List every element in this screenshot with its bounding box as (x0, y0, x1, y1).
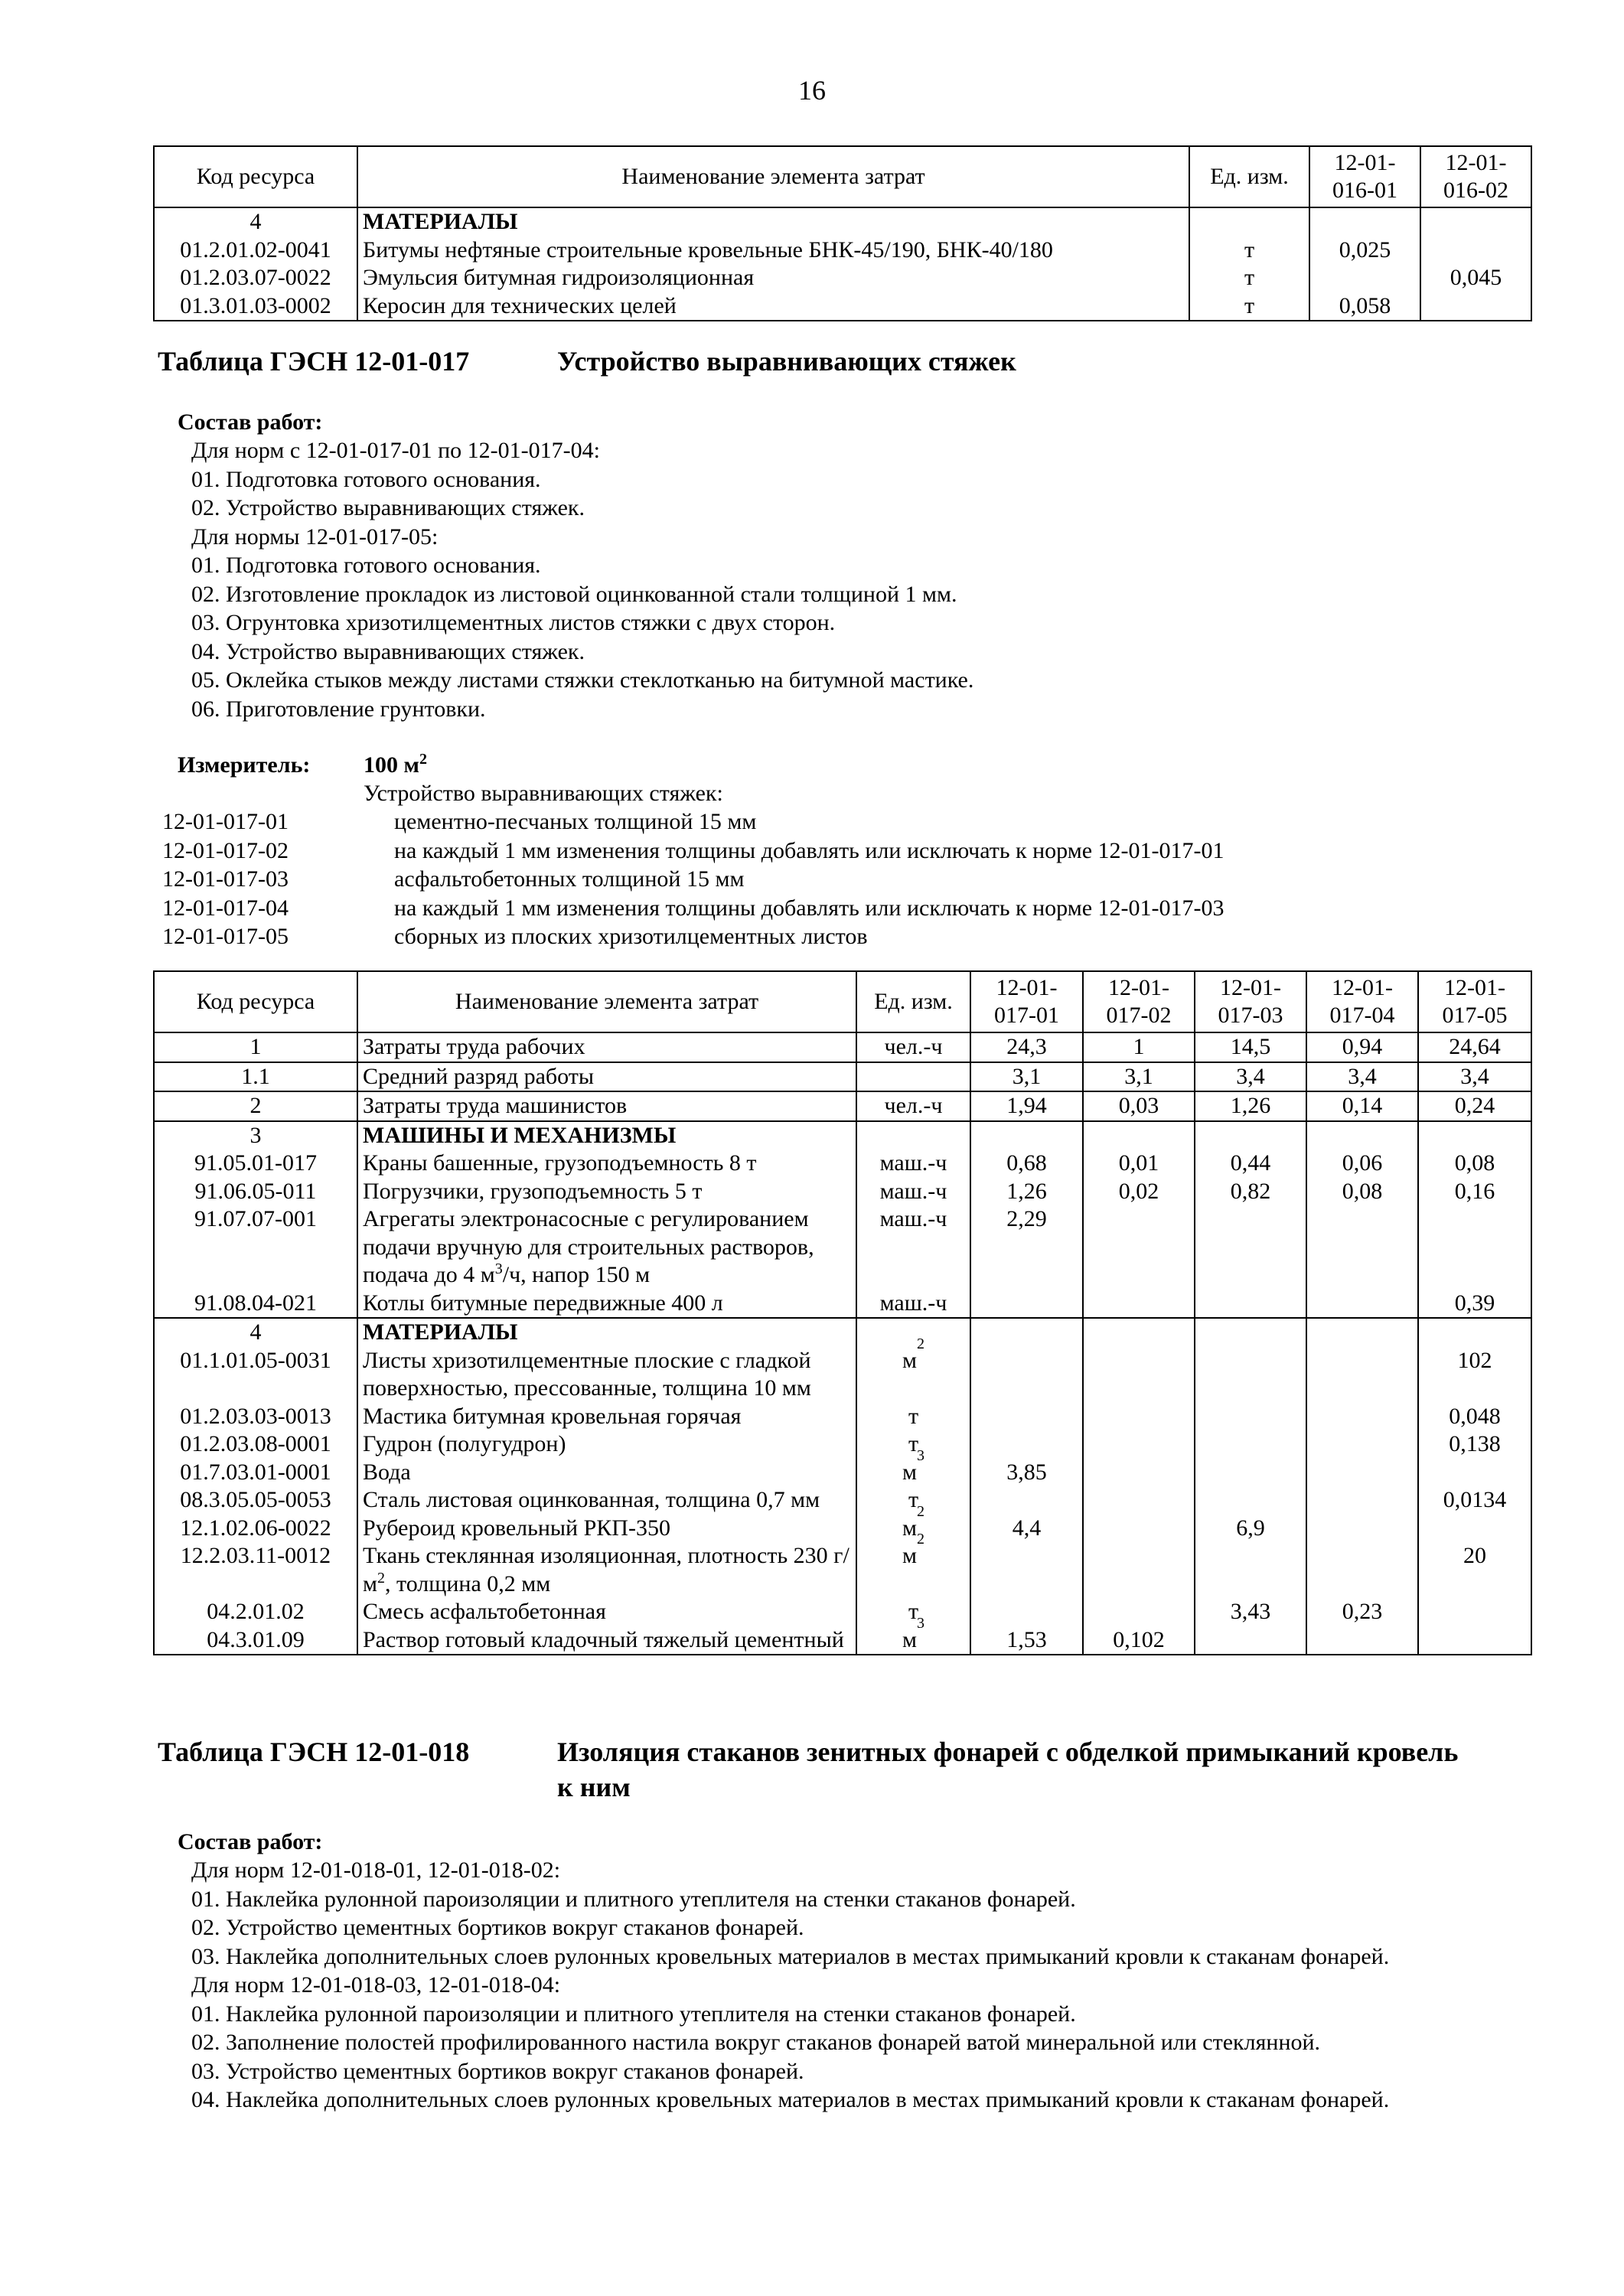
header-resource-code: Код ресурса (154, 146, 357, 207)
cost-element-name-cell: Керосин для технических целей (357, 292, 1189, 321)
unit-text: м (902, 1543, 917, 1568)
norm-description: на каждый 1 мм изменения толщины добавлять или исключать к норме 12-01-017-03 (394, 895, 1225, 921)
unit-exponent: 2 (916, 1531, 925, 1548)
unit-text: маш.-ч (879, 1290, 947, 1316)
table-row (154, 1091, 1531, 1121)
norm-value-cell: 3,1 (1083, 1062, 1195, 1092)
unit-text: т (1244, 292, 1255, 318)
composition-line: 04. Наклейка дополнительных слоев рулонных кровельных материалов в местах примыканий кровли к стаканам фонарей. (191, 2087, 1390, 2112)
norm-value-cell (1418, 1626, 1531, 1655)
resource-code-cell: 91.08.04-021 (154, 1290, 357, 1319)
norm-value-cell (970, 1347, 1083, 1403)
unit-cell (856, 1318, 970, 1347)
norm-value-cell: 0,08 (1306, 1178, 1418, 1206)
norm-value-cell: 0,94 (1306, 1032, 1418, 1062)
norm-value-cell: 0,06 (1306, 1150, 1418, 1178)
norm-value-cell (1306, 1626, 1418, 1655)
unit-cell (856, 1205, 970, 1290)
norm-value-cell (1195, 1486, 1306, 1515)
norm-value-cell: 24,3 (970, 1032, 1083, 1062)
norm-value-cell (970, 1598, 1083, 1626)
norm-value-cell: 0,82 (1195, 1178, 1306, 1206)
cost-element-name-cell: МАТЕРИАЛЫ (357, 207, 1189, 236)
cost-element-name-cell: Средний разряд работы (357, 1062, 856, 1092)
measure-value-exponent: 2 (419, 751, 427, 768)
composition-line: 02. Устройство выравнивающих стяжек. (191, 495, 585, 520)
composition-line: Для норм 12-01-018-01, 12-01-018-02: (191, 1857, 561, 1883)
table-row (154, 1062, 1531, 1092)
resource-code-cell: 2 (154, 1091, 357, 1121)
norm-value-cell (1083, 1205, 1195, 1290)
composition-line: 06. Приготовление грунтовки. (191, 696, 486, 722)
norm-value-cell (1083, 1318, 1195, 1347)
composition-label-017: Состав работ: (178, 409, 323, 435)
unit-text: м (902, 1626, 917, 1652)
table-row (154, 207, 1531, 236)
name-text: Ткань стеклянная изоляционная, плотность 230 г/м (363, 1543, 850, 1596)
cost-element-name-cell: Сталь листовая оцинкованная, толщина 0,7 мм (357, 1486, 856, 1515)
norm-value-cell (1418, 1121, 1531, 1150)
resource-code-cell: 01.1.01.05-0031 (154, 1347, 357, 1403)
resource-code-cell: 4 (154, 1318, 357, 1347)
header-cost-element-name: Наименование элемента затрат (357, 971, 856, 1032)
norm-value-cell (1195, 1626, 1306, 1655)
table-row (154, 292, 1531, 321)
norm-value-cell: 24,64 (1418, 1032, 1531, 1062)
norm-value-cell (1306, 1347, 1418, 1403)
table-row (154, 1403, 1531, 1431)
unit-cell (856, 1446, 970, 1487)
norm-value-cell (1083, 1121, 1195, 1150)
resource-code-cell: 01.2.03.07-0022 (154, 264, 357, 292)
cost-element-name-cell (357, 1205, 856, 1290)
norm-value-cell (1306, 1542, 1418, 1598)
norm-value-cell (1418, 1459, 1531, 1487)
norm-value-cell (1083, 1542, 1195, 1598)
table-row (154, 1542, 1531, 1598)
unit-cell (856, 1598, 970, 1626)
resource-code-cell: 3 (154, 1121, 357, 1150)
unit-cell (856, 1486, 970, 1515)
cost-element-name-cell: Затраты труда рабочих (357, 1032, 856, 1062)
table-row (154, 1121, 1531, 1150)
norm-value-cell (1309, 207, 1420, 236)
norm-value-cell: 0,048 (1418, 1403, 1531, 1431)
header-unit: Ед. изм. (1189, 146, 1309, 207)
norm-value-cell: 0,025 (1309, 236, 1420, 265)
table-row (154, 1032, 1531, 1062)
norm-value-cell: 4,4 (970, 1515, 1083, 1543)
composition-list-018 (191, 1856, 1389, 2115)
norm-value-cell: 0,44 (1195, 1150, 1306, 1178)
norm-value-cell (1195, 1318, 1306, 1347)
norm-value-cell: 14,5 (1195, 1032, 1306, 1062)
norm-value-cell (1083, 1459, 1195, 1487)
unit-cell (856, 1502, 970, 1543)
norm-value-cell (1083, 1290, 1195, 1319)
composition-line: 01. Подготовка готового основания. (191, 553, 541, 578)
table-row (154, 264, 1531, 292)
table-row (154, 236, 1531, 265)
norm-value-cell (1420, 292, 1531, 321)
unit-text: м (902, 1347, 917, 1373)
unit-text: т (1244, 236, 1255, 263)
unit-text: т (908, 1403, 919, 1429)
cost-element-name-cell: Мастика битумная кровельная горячая (357, 1403, 856, 1431)
table-row (154, 1150, 1531, 1178)
norm-value-cell: 102 (1418, 1347, 1531, 1403)
unit-text: т (908, 1487, 919, 1512)
unit-cell (1189, 236, 1309, 265)
cost-element-name-cell: Котлы битумные передвижные 400 л (357, 1290, 856, 1319)
table-row (154, 1626, 1531, 1655)
norm-value-cell: 0,045 (1420, 264, 1531, 292)
unit-cell (856, 1150, 970, 1178)
norm-value-cell (970, 1290, 1083, 1319)
norm-value-cell: 0,16 (1418, 1178, 1531, 1206)
header-norm-017-05: 12-01-017-05 (1418, 971, 1531, 1032)
unit-cell (856, 1614, 970, 1655)
cost-element-name-cell: Эмульсия битумная гидроизоляционная (357, 264, 1189, 292)
composition-line: Для норм с 12-01-017-01 по 12-01-017-04: (191, 438, 600, 463)
norm-value-cell: 1,53 (970, 1626, 1083, 1655)
norm-value-cell (970, 1486, 1083, 1515)
norm-value-cell: 0,058 (1309, 292, 1420, 321)
table-row (154, 1459, 1531, 1487)
norm-description: асфальтобетонных толщиной 15 мм (394, 866, 745, 892)
header-norm-016-02: 12-01-016-02 (1420, 146, 1531, 207)
cost-element-name-cell: Краны башенные, грузоподъемность 8 т (357, 1150, 856, 1178)
norm-value-cell (1306, 1205, 1418, 1290)
section-title-017: Устройство выравнивающих стяжек (557, 346, 1016, 377)
cost-element-name-cell: Смесь асфальтобетонная (357, 1598, 856, 1626)
norm-description: цементно-песчаных толщиной 15 мм (394, 809, 757, 834)
cost-element-name-cell: Погрузчики, грузоподъемность 5 т (357, 1178, 856, 1206)
name-exponent: 2 (377, 1569, 385, 1587)
resource-code-cell: 01.2.03.03-0013 (154, 1403, 357, 1431)
norm-value-cell (1195, 1121, 1306, 1150)
cost-element-name-cell: Гудрон (полугудрон) (357, 1430, 856, 1459)
norm-value-cell (1083, 1515, 1195, 1543)
composition-line: 03. Наклейка дополнительных слоев рулонных кровельных материалов в местах примыканий кровли к стаканам фонарей. (191, 1943, 1390, 1969)
resource-code-cell: 1 (154, 1032, 357, 1062)
composition-line: 03. Огрунтовка хризотилцементных листов стяжки с двух сторон. (191, 610, 836, 635)
norm-value-cell: 3,4 (1418, 1062, 1531, 1092)
norm-value-cell: 1 (1083, 1032, 1195, 1062)
norm-value-cell: 2,29 (970, 1205, 1083, 1290)
norm-value-cell: 1,94 (970, 1091, 1083, 1121)
table-row (154, 1598, 1531, 1626)
norm-value-cell (1083, 1430, 1195, 1459)
unit-text: т (908, 1599, 919, 1624)
resource-code-cell: 91.07.07-001 (154, 1205, 357, 1290)
norm-value-cell (1195, 1347, 1306, 1403)
norm-code: 12-01-017-04 (162, 895, 289, 921)
norm-value-cell (1306, 1403, 1418, 1431)
measure-value (364, 751, 427, 780)
name-text: Агрегаты электронасосные с регулированием подачи вручную для строительных растворов, подача до 4 м (363, 1206, 814, 1287)
unit-cell (856, 1531, 970, 1598)
norm-value-cell: 0,138 (1418, 1430, 1531, 1459)
unit-text: м (902, 1515, 917, 1541)
norm-value-cell (1309, 264, 1420, 292)
unit-cell (856, 1290, 970, 1319)
composition-line: 02. Заполнение полостей профилированного настила вокруг стаканов фонарей ватой минеральной или стеклянной. (191, 2030, 1321, 2055)
composition-line: 01. Наклейка рулонной пароизоляции и плитного утеплителя на стенки стаканов фонарей. (191, 1886, 1076, 1912)
norm-code: 12-01-017-01 (162, 809, 289, 834)
unit-exponent: 3 (916, 1614, 925, 1632)
composition-line: Для нормы 12-01-017-05: (191, 523, 439, 550)
unit-text: м (902, 1459, 917, 1485)
composition-line: 01. Подготовка готового основания. (191, 466, 541, 492)
table-label-018: Таблица ГЭСН 12-01-018 (158, 1737, 470, 1767)
table-row (154, 1290, 1531, 1319)
resource-code-cell: 04.2.01.02 (154, 1598, 357, 1626)
composition-label-018: Состав работ: (178, 1829, 323, 1854)
unit-cell (1189, 292, 1309, 321)
norm-value-cell: 3,85 (970, 1459, 1083, 1487)
unit-cell (1189, 207, 1309, 236)
norm-value-cell (1418, 1318, 1531, 1347)
header-norm-017-04: 12-01-017-04 (1306, 971, 1418, 1032)
table-row (154, 1430, 1531, 1459)
norm-value-cell: 1,26 (1195, 1091, 1306, 1121)
norm-value-cell (1083, 1347, 1195, 1403)
norm-value-cell: 3,4 (1195, 1062, 1306, 1092)
norm-value-cell: 3,4 (1306, 1062, 1418, 1092)
unit-cell (856, 1403, 970, 1431)
norm-description: сборных из плоских хризотилцементных листов (394, 924, 868, 949)
norm-value-cell (1306, 1459, 1418, 1487)
composition-line: Для норм 12-01-018-03, 12-01-018-04: (191, 1972, 561, 1998)
table-row (154, 1205, 1531, 1290)
norm-value-cell (1195, 1459, 1306, 1487)
measure-value-text: 100 м (364, 752, 419, 778)
composition-line: 03. Устройство цементных бортиков вокруг стаканов фонарей. (191, 2058, 804, 2084)
unit-cell (856, 1091, 970, 1121)
unit-cell (856, 1062, 970, 1092)
table-label-017: Таблица ГЭСН 12-01-017 (158, 346, 470, 377)
norm-value-cell: 20 (1418, 1542, 1531, 1598)
norms-intro: Устройство выравнивающих стяжек: (364, 781, 723, 806)
resource-table-016 (153, 145, 1532, 321)
unit-text: маш.-ч (879, 1206, 947, 1231)
section-title-018: Изоляция стаканов зенитных фонарей с обделкой примыканий кровель к ним (557, 1737, 1459, 1802)
norm-value-cell (1306, 1121, 1418, 1150)
unit-text: маш.-ч (879, 1150, 947, 1176)
norm-description: на каждый 1 мм изменения толщины добавлять или исключать к норме 12-01-017-01 (394, 837, 1225, 863)
norm-value-cell: 0,23 (1306, 1598, 1418, 1626)
norm-value-cell (970, 1542, 1083, 1598)
norm-value-cell: 0,02 (1083, 1178, 1195, 1206)
cost-element-name-cell: Раствор готовый кладочный тяжелый цементный (357, 1626, 856, 1655)
norm-value-cell: 0,0134 (1418, 1486, 1531, 1515)
unit-cell (856, 1430, 970, 1459)
unit-cell (856, 1032, 970, 1062)
norm-value-cell: 0,14 (1306, 1091, 1418, 1121)
norm-value-cell (1420, 207, 1531, 236)
header-unit: Ед. изм. (856, 971, 970, 1032)
name-text-tail: /ч, напор 150 м (502, 1262, 651, 1287)
composition-line: 05. Оклейка стыков между листами стяжки стеклотканью на битумной мастике. (191, 667, 974, 693)
norm-value-cell (970, 1430, 1083, 1459)
norm-value-cell (1195, 1290, 1306, 1319)
norm-value-cell: 0,08 (1418, 1150, 1531, 1178)
norm-value-cell (1083, 1598, 1195, 1626)
resource-code-cell: 12.2.03.11-0012 (154, 1542, 357, 1598)
norm-value-cell: 3,1 (970, 1062, 1083, 1092)
resource-code-cell: 08.3.05.05-0053 (154, 1486, 357, 1515)
norm-value-cell (1306, 1290, 1418, 1319)
norm-value-cell (1418, 1515, 1531, 1543)
unit-exponent: 3 (916, 1446, 925, 1464)
composition-line: 04. Устройство выравнивающих стяжек. (191, 638, 585, 664)
unit-cell (856, 1335, 970, 1403)
cost-element-name-cell: Затраты труда машинистов (357, 1091, 856, 1121)
resource-code-cell: 12.1.02.06-0022 (154, 1515, 357, 1543)
name-text-tail: , толщина 0,2 мм (384, 1570, 551, 1596)
header-norm-017-03: 12-01-017-03 (1195, 971, 1306, 1032)
norm-value-cell (1306, 1486, 1418, 1515)
norm-value-cell (1195, 1205, 1306, 1290)
resource-code-cell: 4 (154, 207, 357, 236)
norm-code: 12-01-017-05 (162, 924, 289, 949)
resource-code-cell: 91.05.01-017 (154, 1150, 357, 1178)
name-exponent: 3 (494, 1261, 503, 1277)
composition-list-017 (191, 436, 973, 723)
norm-value-cell: 0,03 (1083, 1091, 1195, 1121)
resource-code-cell: 01.2.01.02-0041 (154, 236, 357, 265)
norm-code: 12-01-017-03 (162, 866, 289, 892)
norm-value-cell: 0,24 (1418, 1091, 1531, 1121)
norm-value-cell (1195, 1430, 1306, 1459)
norm-value-cell: 3,43 (1195, 1598, 1306, 1626)
norm-value-cell (1195, 1542, 1306, 1598)
unit-text: маш.-ч (879, 1178, 947, 1204)
header-norm-016-01: 12-01-016-01 (1309, 146, 1420, 207)
resource-code-cell: 01.7.03.01-0001 (154, 1459, 357, 1487)
cost-element-name-cell: МАШИНЫ И МЕХАНИЗМЫ (357, 1121, 856, 1150)
composition-line: 02. Изготовление прокладок из листовой оцинкованной стали толщиной 1 мм. (191, 581, 957, 607)
measure-label: Измеритель: (178, 752, 311, 778)
norm-value-cell: 0,39 (1418, 1290, 1531, 1319)
unit-exponent: 2 (916, 1502, 925, 1520)
table-row (154, 1515, 1531, 1543)
table-row (154, 1347, 1531, 1403)
resource-code-cell: 01.2.03.08-0001 (154, 1430, 357, 1459)
resource-code-cell: 04.3.01.09 (154, 1626, 357, 1655)
norm-value-cell (1083, 1403, 1195, 1431)
unit-text: т (1244, 265, 1255, 290)
composition-line: 01. Наклейка рулонной пароизоляции и плитного утеплителя на стенки стаканов фонарей. (191, 2001, 1076, 2027)
norm-value-cell (1195, 1403, 1306, 1431)
norm-value-cell (1306, 1430, 1418, 1459)
norm-value-cell (1306, 1318, 1418, 1347)
unit-cell (1189, 264, 1309, 292)
cost-element-name-cell (357, 1542, 856, 1598)
header-resource-code: Код ресурса (154, 971, 357, 1032)
unit-text: чел.-ч (884, 1034, 943, 1059)
unit-exponent: 2 (916, 1335, 925, 1352)
page-number: 16 (798, 75, 826, 106)
cost-element-name-cell: МАТЕРИАЛЫ (357, 1318, 856, 1347)
unit-text: чел.-ч (884, 1093, 943, 1118)
header-norm-017-01: 12-01-017-01 (970, 971, 1083, 1032)
norm-value-cell: 6,9 (1195, 1515, 1306, 1543)
norm-value-cell (1420, 236, 1531, 265)
norm-value-cell (1418, 1598, 1531, 1626)
norm-value-cell: 0,68 (970, 1150, 1083, 1178)
resource-code-cell: 01.3.01.03-0002 (154, 292, 357, 321)
table-row (154, 1486, 1531, 1515)
table-row (154, 1178, 1531, 1206)
norm-code: 12-01-017-02 (162, 837, 289, 863)
unit-cell (856, 1178, 970, 1206)
cost-element-name-cell: Листы хризотилцементные плоские с гладкой поверхностью, прессованные, толщина 10 мм (357, 1347, 856, 1403)
norm-value-cell (970, 1403, 1083, 1431)
resource-code-cell: 91.06.05-011 (154, 1178, 357, 1206)
cost-element-name-cell: Битумы нефтяные строительные кровельные БНК-45/190, БНК-40/180 (357, 236, 1189, 265)
norm-value-cell (970, 1318, 1083, 1347)
norm-value-cell: 0,102 (1083, 1626, 1195, 1655)
unit-text: т (908, 1431, 919, 1456)
norm-value-cell: 0,01 (1083, 1150, 1195, 1178)
norm-value-cell (970, 1121, 1083, 1150)
norm-value-cell (1083, 1486, 1195, 1515)
norm-value-cell (1418, 1205, 1531, 1290)
header-cost-element-name: Наименование элемента затрат (357, 146, 1189, 207)
unit-cell (856, 1121, 970, 1150)
resource-table-017 (153, 970, 1532, 1655)
cost-element-name-cell: Рубероид кровельный РКП-350 (357, 1515, 856, 1543)
resource-code-cell: 1.1 (154, 1062, 357, 1092)
table-row (154, 1318, 1531, 1347)
composition-line: 02. Устройство цементных бортиков вокруг стаканов фонарей. (191, 1915, 804, 1940)
norm-value-cell: 1,26 (970, 1178, 1083, 1206)
cost-element-name-cell: Вода (357, 1459, 856, 1487)
header-norm-017-02: 12-01-017-02 (1083, 971, 1195, 1032)
norm-value-cell (1306, 1515, 1418, 1543)
